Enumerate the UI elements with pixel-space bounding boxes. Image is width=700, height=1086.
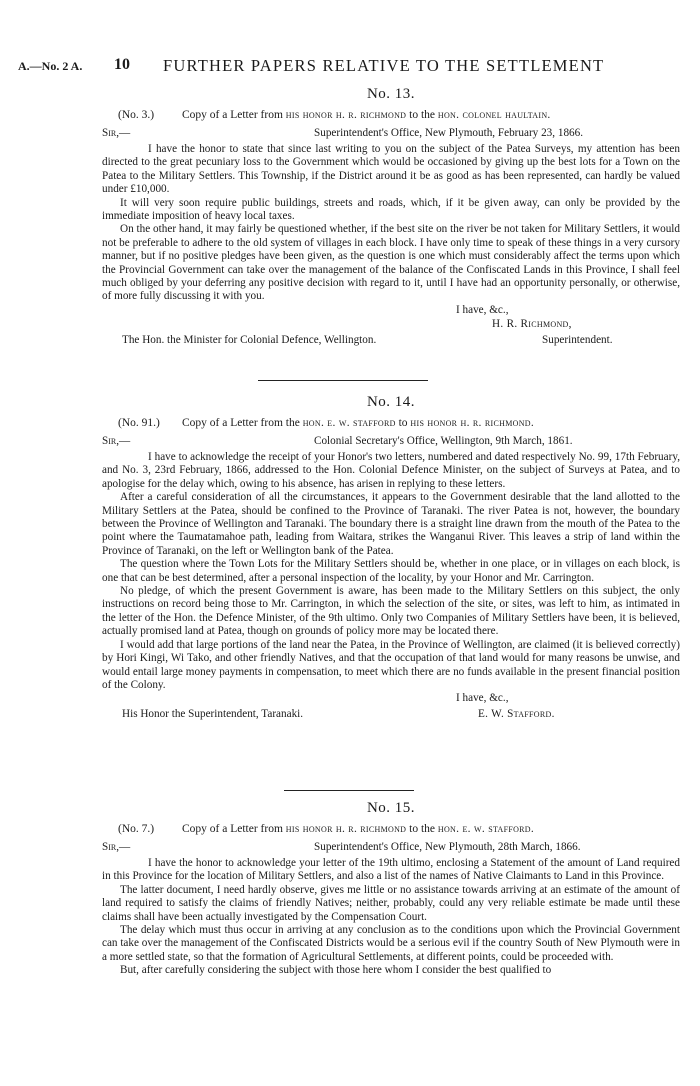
letter-no-15 (102, 800, 680, 978)
desc-to-word: to the (409, 823, 436, 835)
paragraph: No pledge, of which the present Government is aware, has been made to the Military Settlers on this subject, the only instructions on record being those to Mr. Carrington, in which the selection of the site, or sites, was left to him, as intimated in the letter of the Hon. the Defence Minister, of the 9th ultimo. Only two Companies of Military Settlers have been, it is believed, actually promised land at Patea, though on grounds of policy more may be located there. (102, 585, 680, 638)
letter-to: his honor h. r. richmond. (410, 417, 535, 429)
letter-subheading (102, 109, 680, 127)
paragraph: On the other hand, it may fairly be questioned whether, if the best site on the river be not taken for Military Settlers, it would not be preferable to adhere to the old system of villages in each block. I have only time to speak of these things in a very cursory manner, but if no positive pledges have been given, as the question is one which must considerably affect the terms upon which the Provincial Government can take over the management of the balance of the Confiscated Lands in this Province, I shall feel much obliged by your deferring any positive decision with regard to it, until I have had an opportunity personally, or otherwise, of more fully discussing it with you. (102, 223, 680, 303)
salutation-line (102, 435, 680, 451)
salutation-line (102, 841, 680, 857)
paragraph: I have the honor to state that since last writing to you on the subject of the Patea Surveys, my attention has been directed to the great pecuniary loss to the Government which would be occasioned by giving up the best lots for a Town on the Patea to the Military Settlers. This Township, if the District around it be as good as has been represented, can hardly be valued under £10,000. (102, 143, 680, 196)
paragraph: The latter document, I need hardly observe, gives me little or no assistance towards arriving at an estimate of the amount of land required to satisfy the claims of friendly Natives; neither, probably, could any very reliable estimate be made until these claims shall have been actually investigated by the Compensation Court. (102, 883, 680, 923)
paragraph: It will very soon require public buildings, streets and roads, which, if it be given away, can only be provided by the immediate imposition of heavy local taxes. (102, 196, 680, 223)
letter-ref: (No. 91.) (118, 417, 160, 429)
signer-name: H. R. Richmond, (492, 317, 572, 330)
addressee: His Honor the Superintendent, Taranaki. (122, 708, 304, 721)
letter-ref: (No. 7.) (118, 823, 155, 835)
closing-text: I have, &c., (456, 303, 509, 316)
page-reference: A.—No. 2 A. (18, 59, 83, 73)
dateline: Superintendent's Office, New Plymouth, February 23, 1866. (314, 127, 584, 139)
letter-ref: (No. 3.) (118, 109, 155, 121)
salutation: Sir,— (102, 127, 131, 139)
desc-to-word: to (398, 417, 408, 429)
desc-prefix: Copy of a Letter from the (182, 417, 300, 429)
letter-subheading (102, 823, 680, 841)
signer-name: E. W. Stafford. (478, 708, 555, 721)
desc-to-word: to the (409, 109, 436, 121)
page-number: 10 (114, 56, 130, 73)
addressee-line (102, 708, 680, 724)
addressee: The Hon. the Minister for Colonial Defence, Wellington. (122, 333, 377, 346)
paragraph: But, after carefully considering the subject with those here whom I consider the best qualified to (120, 964, 552, 977)
letter-subheading (102, 417, 680, 435)
letter-number: No. 13. (366, 86, 416, 102)
closing-text: I have, &c., (456, 692, 509, 705)
letter-description (182, 823, 534, 835)
section-divider (258, 380, 428, 381)
dateline: Superintendent's Office, New Plymouth, 28th March, 1866. (314, 841, 581, 853)
running-title: FURTHER PAPERS RELATIVE TO THE SETTLEMENT (163, 56, 605, 75)
salutation: Sir,— (102, 435, 131, 447)
desc-prefix: Copy of a Letter from (182, 109, 283, 121)
section-divider (284, 790, 414, 791)
closing (102, 304, 680, 318)
paragraph: The delay which must thus occur in arriving at any conclusion as to the conditions upon which the Provincial Government can take over the management of the Confiscated Districts would be a serious evil if the country South of New Plymouth were in a more settled state, so that the formation of Agricultural Settlements, at different points, could be proceeded with. (102, 924, 680, 963)
addressee-line (102, 334, 680, 350)
signature (102, 318, 680, 332)
letter-no-14 (102, 394, 680, 724)
desc-prefix: Copy of a Letter from (182, 823, 283, 835)
letter-from: his honor h. r. richmond (285, 109, 407, 121)
dateline: Colonial Secretary's Office, Wellington, 9th March, 1861. (314, 435, 573, 447)
letter-from: hon. e. w. stafford (302, 417, 396, 429)
signer-office: Superintendent. (542, 333, 613, 346)
letter-no-13 (102, 86, 680, 350)
paragraph: I have to acknowledge the receipt of your Honor's two letters, numbered and dated respectively No. 99, 17th February, and No. 3, 23rd February, 1866, addressed to the Hon. Colonial Defence Minister, on the subject of Surveys at Patea, and to apologise for the delay which, owing to his absence, has arisen in replying to these letters. (102, 451, 680, 490)
letter-description (182, 109, 551, 121)
letter-to: hon. e. w. stafford. (437, 823, 535, 835)
letter-number: No. 15. (366, 800, 416, 816)
paragraph: I have the honor to acknowledge your letter of the 19th ultimo, enclosing a Statement of the amount of Land required in this Province for the location of Military Settlers, and also a list of the names of Native Claimants to Land in this Province. (102, 857, 680, 883)
closing (102, 692, 680, 706)
paragraph: The question where the Town Lots for the Military Settlers should be, whether in one place, or in villages on each block, is one that can be best determined, after a personal inspection of the locality, by your Honor and Mr. Carrington. (102, 558, 680, 584)
paragraph: I would add that large portions of the land near the Patea, in the Province of Wellington, are claimed (it is believed correctly) by Hori Kingi, Wi Tako, and other friendly Natives, and that the occupation of that land would for many reasons be unwise, and would entail large money payments in compensation, to meet which there are no funds available in the present financial position of the Colony. (102, 638, 680, 691)
letter-from: his honor h. r. richmond (285, 823, 407, 835)
letter-to: hon. colonel haultain. (437, 109, 551, 121)
paragraph: After a careful consideration of all the circumstances, it appears to the Government desirable that the land allotted to the Military Settlers at the Patea, should be confined to the Province of Taranaki. The river Patea is not, however, the boundary between the Province of Wellington and Taranaki. The boundary there is a straight line drawn from the mouth of the Patea to the point where the Taumatamahoe path, leading from Waitara, strikes the Wanganui River. This leaves a strip of land within the Province of Taranaki, on the left or Wellington bank of the Patea. (102, 491, 680, 557)
letter-number: No. 14. (366, 394, 416, 410)
salutation-line (102, 127, 680, 143)
salutation: Sir,— (102, 841, 131, 853)
running-header (18, 56, 688, 76)
letter-description (182, 417, 534, 429)
